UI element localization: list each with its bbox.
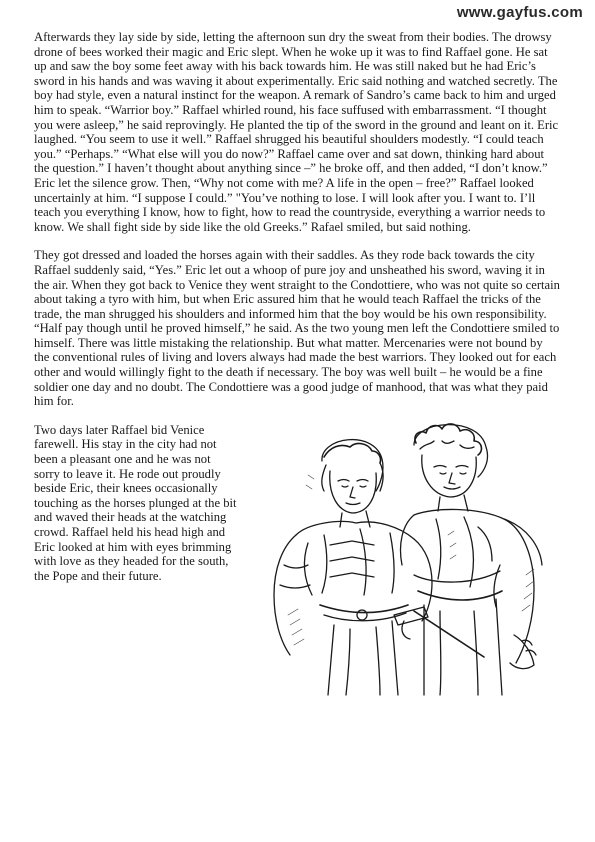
paragraph-2: They got dressed and loaded the horses again with their saddles. As they rode back towards the city Raffael suddenly said, “Yes.” Eric let out a whoop of pure joy and unsheathed his sword, waving it in the air. When they got back to Venice they went straight to the Condottiere, who was not quite so certain about taking a tyro with him, but when Eric assured him that he would teach Raffael the tricks of the trade, the man shrugged his shoulders and informed him that the boy would be his own responsibility. “Half pay though until he proved himself,” he said. As the two young men left the Condottiere smiled to himself. There was little mistaking the relationship. But what matter. Mercenaries were not bound by the conventional rules of living and lovers always had made the best warriors. They looked out for each other and would willingly fight to the death if necessary. The boy was well built – he would be a fine soldier one day and no doubt. The Condottiere was a good judge of manhood, that was what they paid him for.: [34, 248, 560, 409]
paragraph-1: Afterwards they lay side by side, letting the afternoon sun dry the sweat from their bodies. The drowsy drone of bees worked their magic and Eric slept. When he woke up it was to find Raffael gone. He sat up and saw the boy some feet away with his back towards him. He was still naked but he had Eric’s sword in his hands and was waving it about experimentally. Eric said nothing and watched secretly. The boy had style, even a natural instinct for the weapon. A remark of Sandro’s came back to him and urged him to speak. “Warrior boy.” Raffael whirled round, his face suffused with embarrassment. “I thought you were asleep,” he said reprovingly. He planted the tip of the sword in the ground and leant on it. Eric laughed. “You seem to use it well.” Raffael shrugged his beautiful shoulders modestly. “I could teach you.” “Perhaps.” “What else will you do now?” Raffael came over and sat down, thinking hard about the question.” I haven’t thought about anything since –” he broke off, and then added, “I don’t know.” Eric let the silence grow. Then, “Why not come with me? A life in the open – free?” Raffael looked uncertainly at him. “I suppose I could.” "You’ve nothing to lose. I will look after you. I want to. I’ll teach you everything I know, how to fight, how to read the countryside, everything a warrior needs to know. We shall fight side by side like the old Greeks.” Rafael smiled, but said nothing.: [34, 30, 559, 234]
figure-left: [274, 439, 484, 694]
document-body: [34, 30, 560, 683]
illustration-two-warriors: [264, 415, 560, 700]
watermark-logo: www.gayfus.com: [456, 4, 583, 21]
closing-section: [34, 423, 560, 683]
figure-right: [401, 424, 543, 695]
paragraph-3: Two days later Raffael bid Venice farewell. His stay in the city had not been a pleasant one and he was not sorry to leave it. He rode out proudly beside Eric, their knees occasionally touching as the horses plunged at the bit and waved their heads at the watching crowd. Raffael held his head high and Eric looked at him with eyes brimming with love as they headed for the south, the Pope and their future.: [34, 422, 237, 583]
